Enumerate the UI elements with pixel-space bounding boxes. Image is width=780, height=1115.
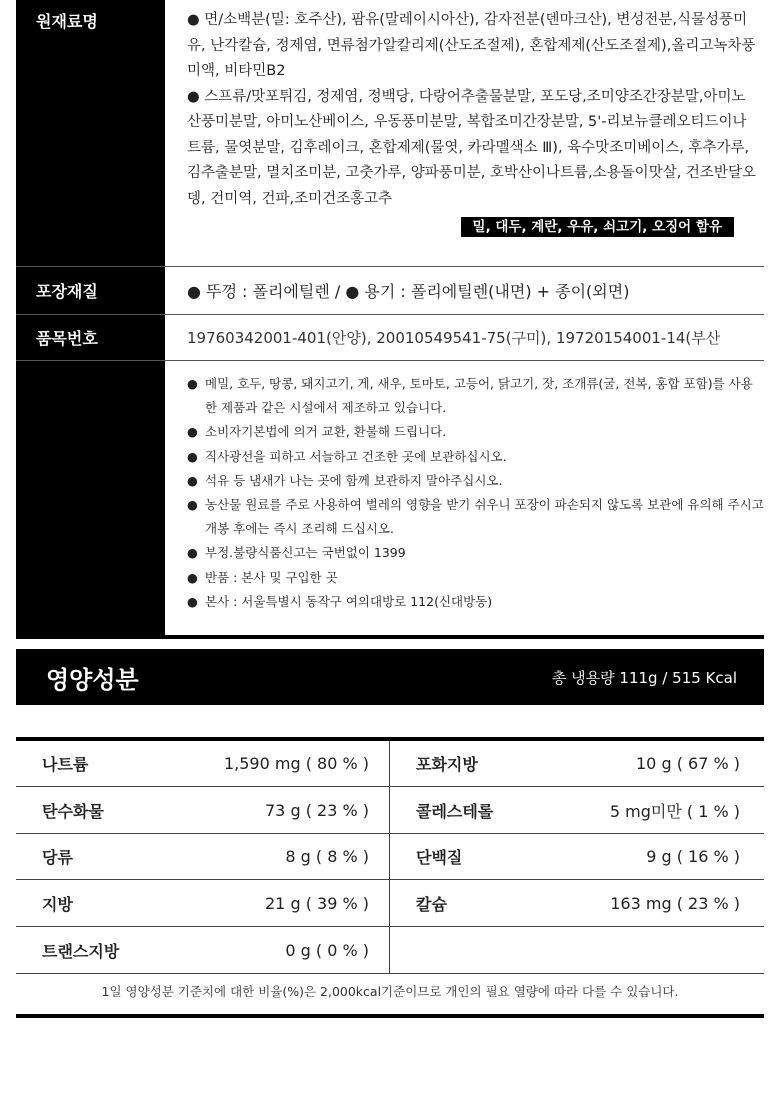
- packaging-row: [16, 267, 764, 315]
- nutrient-name: 포화지방: [416, 755, 478, 774]
- nutrition-row: [16, 834, 764, 880]
- packaging-value: ● 뚜껑 : 폴리에틸렌 / ● 용기 : 폴리에틸렌(내면) + 종이(외면): [187, 282, 630, 301]
- notice-item: [187, 590, 764, 614]
- nutrient-cell: [16, 741, 390, 786]
- notice-text: 메밀, 호두, 땅콩, 돼지고기, 게, 새우, 토마토, 고등어, 닭고기, 잣, 조개류(굴, 전복, 홍합 포함)를 사용한 제품과 같은 시설에서 제조하고 있습니다.: [205, 376, 753, 416]
- notices-row: [16, 361, 764, 635]
- nutrient-cell: [16, 834, 390, 879]
- notice-text: 소비자기본법에 의거 교환, 환불해 드립니다.: [205, 424, 447, 440]
- nutrient-name: 단백질: [416, 848, 463, 867]
- nutrition-total-calories: 총 냉용량 111g / 515 Kcal: [551, 668, 737, 687]
- nutrition-row: [16, 787, 764, 834]
- notice-item: [187, 469, 764, 493]
- nutrient-cell: [390, 787, 764, 833]
- nutrient-name: 콜레스테롤: [416, 801, 494, 821]
- bullet-icon: ●: [187, 593, 198, 609]
- report-number-value: 19760342001-401(안양), 20010549541-75(구미), 19720154001-14(부산: [187, 329, 721, 347]
- nutrient-cell-empty: [390, 927, 764, 973]
- notice-item: [187, 493, 764, 541]
- notice-item: [187, 420, 764, 444]
- nutrient-name: 지방: [42, 894, 73, 914]
- nutrient-name: 당류: [42, 848, 73, 867]
- bullet-icon: ●: [187, 376, 198, 391]
- bullet-icon: ●: [187, 448, 198, 464]
- packaging-label: 포장재질: [16, 267, 165, 314]
- bullet-icon: ●: [187, 569, 198, 585]
- nutrition-table: [16, 737, 764, 974]
- ingredients-noodle-text: ● 면/소백분(밀: 호주산), 팜유(말레이시아산), 감자전분(덴마크산), 변성전분,식물성풍미유, 난각칼슘, 정제염, 면류첨가알칼리제(산도조절제), 혼합제제(산도조절제),올리고녹차풍미액, 비타민B2: [187, 12, 756, 79]
- nutrient-value: 21 g ( 39 % ): [265, 893, 369, 913]
- bullet-icon: ●: [187, 545, 198, 561]
- report-number-row: [16, 315, 764, 361]
- notice-text: 부정.불량식품신고는 국번없이 1399: [205, 545, 406, 561]
- notice-item: [187, 541, 764, 565]
- ingredients-label: 원재료명: [16, 0, 165, 266]
- nutrient-cell: [390, 880, 764, 926]
- bullet-icon: ●: [187, 472, 198, 488]
- notice-text: 직사광선을 피하고 서늘하고 건조한 곳에 보관하십시오.: [205, 448, 507, 464]
- notice-item: [187, 372, 764, 420]
- nutrient-value: 10 g ( 67 % ): [636, 754, 740, 773]
- nutrient-cell: [16, 787, 390, 833]
- nutrient-value: 1,590 mg ( 80 % ): [223, 754, 369, 773]
- nutrient-cell: [390, 741, 764, 786]
- nutrient-name: 트랜스지방: [42, 941, 120, 961]
- notices-list: [165, 361, 764, 635]
- nutrient-value: 0 g ( 0 % ): [285, 940, 369, 960]
- nutrient-value: 163 mg ( 23 % ): [610, 893, 740, 913]
- notice-item: [187, 445, 764, 469]
- nutrition-row: [16, 880, 764, 927]
- nutrient-name: 탄수화물: [42, 801, 104, 821]
- nutrient-name: 나트륨: [42, 755, 89, 774]
- allergy-badge: 밀, 대두, 계란, 우유, 쇠고기, 오징어 함유: [461, 217, 734, 237]
- nutrition-title: 영양성분: [46, 665, 139, 694]
- nutrient-cell: [16, 927, 390, 973]
- nutrient-cell: [16, 880, 390, 926]
- bullet-icon: ●: [187, 424, 198, 440]
- nutrient-value: 5 mg미만 ( 1 % ): [609, 801, 740, 821]
- notice-text: 반품 : 본사 및 구입한 곳: [205, 569, 338, 585]
- notice-text: 농산물 원료를 주로 사용하여 벌레의 영향을 받기 쉬우니 포장이 파손되지 않도록 보관에 유의해 주시고 개봉 후에는 즉시 조리해 드십시오.: [205, 497, 764, 537]
- product-info-table: [16, 0, 764, 639]
- ingredients-soup-text: ● 스프류/맛포튀김, 정제염, 정백당, 다랑어추출물분말, 포도당,조미양조간장분말,아미노산풍미분말, 아미노산베이스, 우동풍미분말, 복합조미간장분말, 5'-리보뉴클레오티드이나트륨, 물엿분말, 김후레이크, 혼합제제(물엿, 카라멜색소 Ⅲ), 육수맛조미베이스, 후추가루, 김추출분말, 멸치조미분, 고춧가루, 양파풍미분, 호박산이나트륨,소용돌이맛살, 건조반달오뎅, 건미역, 건파,조미건조홍고추: [187, 88, 756, 207]
- nutrient-value: 8 g ( 8 % ): [285, 847, 369, 866]
- nutrient-value: 73 g ( 23 % ): [265, 800, 369, 820]
- notices-label-cell: [16, 361, 165, 635]
- ingredients-row: [16, 0, 764, 267]
- nutrient-cell: [390, 834, 764, 879]
- nutrition-header-banner: [16, 649, 764, 705]
- notice-item: [187, 566, 764, 590]
- nutrition-footnote: 1일 영양성분 기준치에 대한 비율(%)은 2,000kcal기준이므로 개인의 필요 열량에 따라 다를 수 있습니다.: [16, 968, 764, 1018]
- nutrient-value: 9 g ( 16 % ): [646, 847, 740, 866]
- ingredients-value: [165, 0, 764, 266]
- bullet-icon: ●: [187, 497, 198, 513]
- report-number-label: 품목번호: [16, 315, 165, 360]
- notice-text: 석유 등 냄새가 나는 곳에 함께 보관하지 말아주십시오.: [205, 472, 503, 488]
- notice-text: 본사 : 서울특별시 동작구 여의대방로 112(신대방동): [205, 593, 493, 609]
- nutrient-name: 칼슘: [416, 894, 447, 914]
- nutrition-row: [16, 741, 764, 787]
- nutrition-row: [16, 927, 764, 974]
